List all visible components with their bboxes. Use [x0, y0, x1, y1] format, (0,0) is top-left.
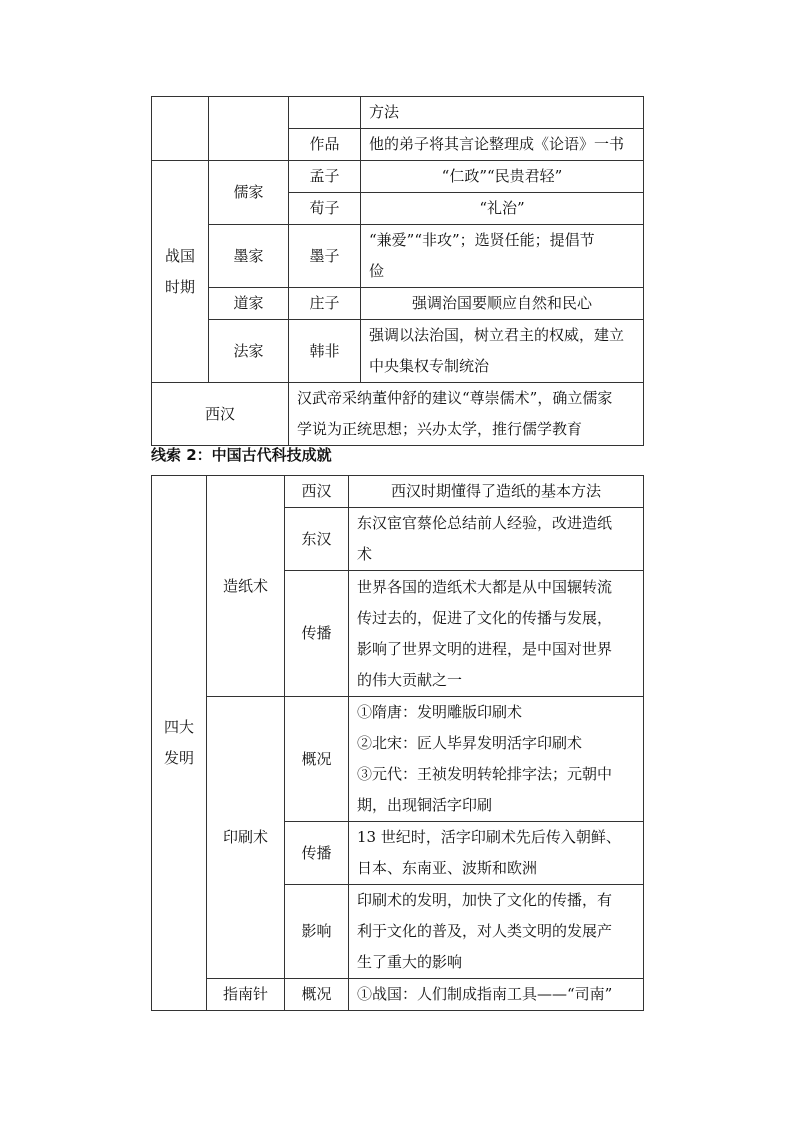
printing-spread-text [349, 822, 644, 885]
text-line: 术 [357, 545, 373, 563]
paper-west-han-label: 西汉 [285, 476, 349, 508]
four-inventions [152, 476, 207, 1011]
text-line: 印刷术的发明，加快了文化的传播，有 [357, 891, 613, 909]
paper-spread-label: 传播 [285, 571, 349, 697]
thought-table-continued [151, 96, 644, 446]
printing-overview-label: 概况 [285, 697, 349, 822]
compass-overview-text: ①战国：人们制成指南工具——“司南” [349, 979, 644, 1011]
works-label: 作品 [289, 129, 361, 161]
text-line: 中央集权专制统治 [369, 357, 490, 375]
daoist-school: 道家 [209, 288, 289, 320]
legalist-school: 法家 [209, 320, 289, 383]
text-line: ②北宋：匠人毕昇发明活字印刷术 [357, 734, 583, 752]
text-line: 世界各国的造纸术大都是从中国辗转流 [357, 577, 613, 596]
text-line: 影响了世界文明的进程，是中国对世界 [357, 639, 613, 658]
period-line: 时期 [164, 277, 195, 296]
science-achievements-table [151, 475, 644, 1011]
printing-spread-label: 传播 [285, 822, 349, 885]
text-line: 生了重大的影响 [357, 953, 463, 971]
method-text: 方法 [361, 97, 644, 129]
text-line: 四大 [163, 718, 194, 736]
xunzi-name: 荀子 [289, 193, 361, 225]
mozi-name: 墨子 [289, 225, 361, 288]
period-line: 战国 [164, 246, 195, 265]
mencius-name: 孟子 [289, 161, 361, 193]
text-line: 传过去的，促进了文化的传播与发展， [357, 608, 613, 627]
text-line: 期，出现铜活字印刷 [357, 796, 493, 814]
xunzi-thought: “礼治” [361, 193, 644, 225]
zhuangzi-thought: 强调治国要顺应自然和民心 [361, 288, 644, 320]
section-heading: 线索 2：中国古代科技成就 [151, 446, 332, 464]
text-line: ①隋唐：发明雕版印刷术 [357, 703, 523, 721]
compass: 指南针 [207, 979, 285, 1011]
text-line: 13 世纪时，活字印刷术先后传入朝鲜、 [357, 828, 621, 846]
text-line: 俭 [369, 262, 385, 280]
hanfei-thought [361, 320, 644, 383]
paper-east-han-text [349, 508, 644, 571]
confucian-school: 儒家 [209, 161, 289, 225]
text-line: 东汉宦官蔡伦总结前人经验，改进造纸 [357, 514, 613, 532]
zhuangzi-name: 庄子 [289, 288, 361, 320]
western-han-thought [289, 383, 644, 446]
text-line: 汉武帝采纳董仲舒的建议“尊崇儒术”，确立儒家 [297, 389, 613, 407]
label-cell-empty [289, 97, 361, 129]
hanfei-name: 韩非 [289, 320, 361, 383]
school-cell-empty [209, 97, 289, 161]
printing-impact-text [349, 885, 644, 979]
text-line: “兼爱”“非攻”；选贤任能；提倡节 [369, 231, 595, 249]
text-line: 发明 [163, 749, 194, 767]
printing: 印刷术 [207, 697, 285, 979]
mencius-thought: “仁政”“民贵君轻” [361, 161, 644, 193]
western-han-period: 西汉 [152, 383, 289, 446]
printing-impact-label: 影响 [285, 885, 349, 979]
text-line: 日本、东南亚、波斯和欧洲 [357, 859, 538, 877]
papermaking: 造纸术 [207, 476, 285, 697]
text-line: 利于文化的普及，对人类文明的发展产 [357, 922, 613, 940]
compass-overview-label: 概况 [285, 979, 349, 1011]
paper-east-han-label: 东汉 [285, 508, 349, 571]
mohist-school: 墨家 [209, 225, 289, 288]
paper-west-han-text: 西汉时期懂得了造纸的基本方法 [349, 476, 644, 508]
printing-overview-text [349, 697, 644, 822]
text-line: 强调以法治国，树立君主的权威，建立 [369, 326, 625, 344]
mozi-thought [361, 225, 644, 288]
works-text: 他的弟子将其言论整理成《论语》一书 [361, 129, 644, 161]
paper-spread-text [349, 571, 644, 697]
warring-states-period [152, 161, 209, 383]
text-line: 的伟大贡献之一 [357, 670, 463, 689]
text-line: ③元代：王祯发明转轮排字法；元朝中 [357, 765, 613, 783]
period-cell-empty [152, 97, 209, 161]
text-line: 学说为正统思想；兴办太学，推行儒学教育 [297, 420, 583, 438]
